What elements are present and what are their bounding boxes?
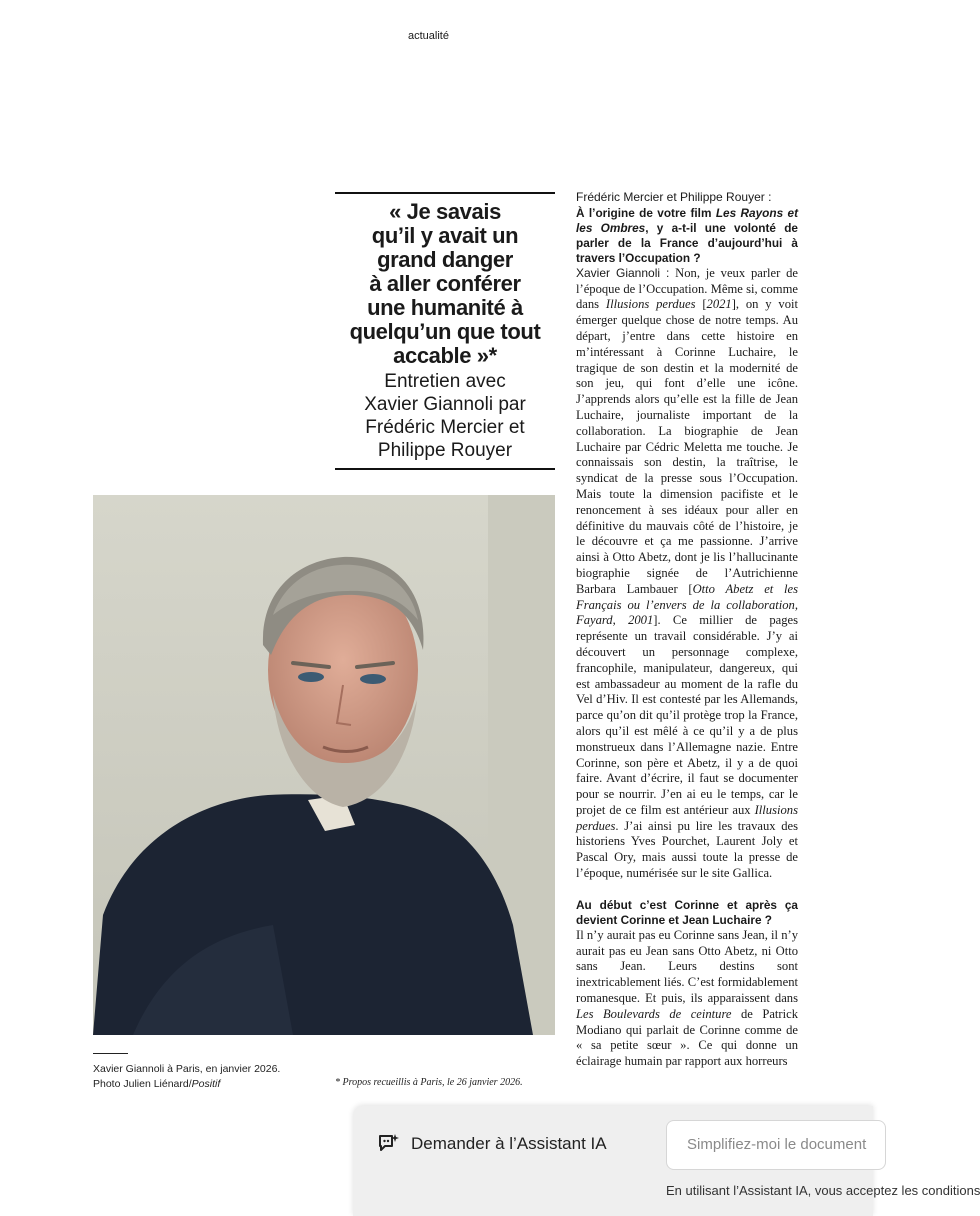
interviewer-label: Frédéric Mercier et Philippe Rouyer : bbox=[576, 190, 772, 204]
byline-line: Xavier Giannoli par bbox=[364, 394, 526, 415]
quote-line: qu’il y avait un bbox=[371, 223, 519, 248]
answer-2 bbox=[576, 928, 798, 1070]
byline bbox=[335, 370, 555, 462]
ai-prompt-input[interactable]: Simplifiez-moi le document bbox=[666, 1120, 886, 1170]
answer-italic: Otto Abetz et les Français ou l’envers de la collaboration, Fayard, 2001 bbox=[576, 581, 799, 628]
photo-caption bbox=[93, 1062, 280, 1092]
quote-line: grand danger bbox=[377, 247, 513, 272]
answer-italic: Illusions perdues bbox=[576, 802, 798, 833]
caption-credit bbox=[93, 1077, 280, 1092]
question-text: , y a-t-il une volonté de parler de la France d’aujourd’hui à travers l’Occupation ? bbox=[576, 220, 798, 265]
headline-box bbox=[335, 192, 555, 470]
respondent-label: Xavier Giannoli : bbox=[576, 265, 670, 280]
caption-line: Xavier Giannoli à Paris, en janvier 2026. bbox=[93, 1063, 281, 1075]
question-text: À l’origine de votre film bbox=[576, 205, 716, 220]
quote-line: quelqu’un que tout bbox=[349, 319, 541, 344]
byline-line: Entretien avec bbox=[384, 371, 506, 392]
answer-1 bbox=[576, 266, 798, 882]
answer-italic: Illusions perdues bbox=[605, 297, 696, 312]
article-column bbox=[576, 190, 798, 1070]
answer-text: Il n’y aurait pas eu Corinne sans Jean, il n’y aurait pas eu Jean sans Otto Abetz, ni Otto sans Jean. Leurs destins sont inextricablement liés. C’est formidablement romanesque. Et puis, ils apparaissent dans bbox=[576, 927, 798, 1006]
byline-line: Philippe Rouyer bbox=[377, 440, 513, 461]
footnote: * Propos recueillis à Paris, le 26 janvier 2026. bbox=[335, 1077, 523, 1088]
credit-source: Positif bbox=[191, 1078, 221, 1090]
pull-quote bbox=[341, 200, 549, 368]
ask-ai-assistant-button[interactable] bbox=[377, 1132, 607, 1156]
ai-terms-note: En utilisant l’Assistant IA, vous acceptez les conditions bbox=[666, 1183, 980, 1198]
answer-text: Non, je veux parler de l’époque de l’Occupation. Même si, comme dans bbox=[576, 265, 798, 312]
quote-line: « Je savais bbox=[389, 199, 501, 224]
ai-assistant-bar bbox=[353, 1106, 980, 1216]
portrait-illustration bbox=[93, 495, 555, 1035]
answer-italic: 2021 bbox=[706, 297, 732, 312]
caption-rule bbox=[93, 1053, 128, 1054]
answer-text: ], on y voit émerger quelque chose de notre temps. Au départ, j’entre dans cette histoire en m’intéressant à Corinne Luchaire, le tragique de son destin et la modernité de son jeu, qui font d’elle une icône. J’apprends alors qu’elle est la fille de Jean Luchaire, journaliste important de la collaboration. La biographie de Jean Luchaire par Cédric Meletta me touche. Je connaissais son destin, la traîtrise, le syndicat de la presse sous l’Occupation. Mais toute la dimension pacifiste et le renoncement à ses idéaux pour aller en définitive du mauvais côté de l’histoire, je le découvre et ça me passionne. J’arrive ainsi à Otto Abetz, dont je lis l’hallucinante biographie signée de l’Autrichienne Barbara Lambauer [ bbox=[576, 297, 798, 596]
answer-text: ]. Ce millier de pages représente un travail considérable. J’y ai découvert un personnage complexe, francophile, manipulateur, dangereux, qui est ambassadeur au moment de la rafle du Vel d’Hiv. Il est contesté par les Allemands, parce qu’on dit qu’il protège trop la France, alors qu’il est mêlé à ce qu’il y a de plus monstrueux dans l’Allemagne nazie. Entre Corinne, son père et Abetz, il y a de quoi faire. Avant d’écrire, il faut se documenter pour se nourrir. J’en ai eu le temps, car le projet de ce film est antérieur aux bbox=[576, 613, 799, 817]
portrait-photo bbox=[93, 495, 555, 1035]
question-2: Au début c’est Corinne et après ça devient Corinne et Jean Luchaire ? bbox=[576, 897, 798, 927]
chat-sparkle-icon bbox=[377, 1132, 401, 1156]
answer-text: [ bbox=[695, 297, 707, 312]
section-label: actualité bbox=[408, 30, 449, 42]
quote-line: à aller conférer bbox=[369, 271, 521, 296]
answer-italic: Les Boulevards de ceinture bbox=[576, 1006, 732, 1021]
ask-ai-label: Demander à l’Assistant IA bbox=[411, 1134, 607, 1153]
answer-text: . J’ai ainsi pu lire les travaux des historiens Yves Pourchet, Laurent Joly et Pascal Ory, mais aussi toute la presse de l’époque, numérisée sur le site Gallica. bbox=[576, 818, 798, 881]
question-1 bbox=[576, 206, 798, 266]
quote-line: accable »* bbox=[393, 343, 497, 368]
question-film-title: Les Rayons et les Ombres bbox=[576, 205, 798, 235]
quote-line: une humanité à bbox=[367, 295, 523, 320]
credit-text: Photo Julien Liénard/ bbox=[93, 1078, 192, 1090]
byline-line: Frédéric Mercier et bbox=[365, 417, 525, 438]
answer-text: de Patrick Modiano qui parlait de Corinne comme de « sa petite sœur ». Ce qui donne un éclairage humain par rapport aux horreurs bbox=[576, 1006, 799, 1069]
